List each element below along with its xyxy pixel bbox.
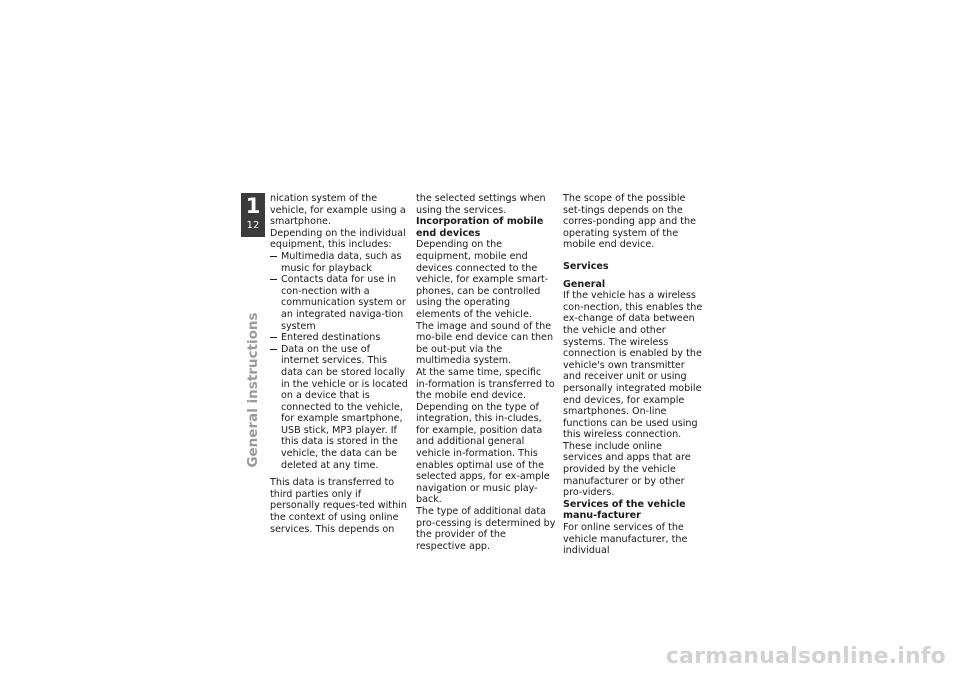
paragraph: the selected settings when using the services.: [416, 193, 546, 216]
subsection-heading: General: [563, 278, 606, 290]
paragraph: Depending on the individual equipment, this includes:: [270, 227, 406, 251]
paragraph: The image and sound of the mo-bile end device can then be out-put via the multimedia system.: [416, 320, 554, 367]
paragraph: The type of additional data pro-cessing is determined by the provider of the respective app.: [416, 506, 556, 552]
chapter-number: 1: [245, 194, 261, 218]
text-column-1: [270, 193, 410, 535]
bullet-item: Entered destinations: [270, 332, 410, 344]
bullet-list: [270, 251, 410, 471]
paragraph: For online services of the vehicle manufacturer, the individual: [563, 522, 688, 557]
paragraph: If the vehicle has a wireless con-nection, this enables the ex-change of data between the vehicle and other systems. The wireless connection is enabled by the vehicle's own transmitter and receiver unit or using personally integrated mobile end devices, for example smartphones. On-line functions can be used using this wireless connection. These include online services and apps that are provided by the vehicle manufacturer or by other pro-viders.: [563, 290, 703, 499]
text-column-3: [563, 193, 703, 557]
paragraph: Depending on the equipment, mobile end devices connected to the vehicle, for example smart-phones, can be controlled using the operating elements of the vehicle.: [416, 239, 549, 320]
bullet-item: Multimedia data, such as music for playback: [270, 251, 410, 274]
subsection-heading: Services of the vehicle manu-facturer: [563, 498, 686, 522]
section-heading: Services: [563, 260, 609, 272]
bullet-item: Data on the use of internet services. This data can be stored locally in the vehicle or is located on a device that is connected to the vehicle, for example smartphone, USB stick, MP3 player. If this data is stored in the vehicle, the data can be deleted at any time.: [270, 344, 410, 472]
chapter-tab: [241, 193, 265, 237]
bullet-item: Contacts data for use in con-nection with a communication system or an integrated naviga-tion system: [270, 274, 410, 332]
watermark: carmanualsonline.info: [665, 644, 946, 669]
text-column-2: [416, 193, 556, 552]
page-number: 12: [246, 220, 260, 231]
paragraph: At the same time, specific in-formation is transferred to the mobile end device. Depending on the type of integration, this in-cludes, for example, position data and additional general vehicle in-formation. This enables optimal use of the selected apps, for ex-ample navigation or music play-back.: [416, 366, 555, 506]
chapter-title: General instructions: [245, 312, 261, 468]
section-heading: Incorporation of mobile end devices: [416, 216, 544, 239]
paragraph: The scope of the possible set-tings depends on the corres-ponding app and the operating system of the mobile end device.: [563, 193, 696, 251]
paragraph: nication system of the vehicle, for example using a smartphone.: [270, 193, 406, 228]
paragraph: This data is transferred to third parties only if personally reques-ted within the context of using online services. This depends on: [270, 477, 407, 535]
